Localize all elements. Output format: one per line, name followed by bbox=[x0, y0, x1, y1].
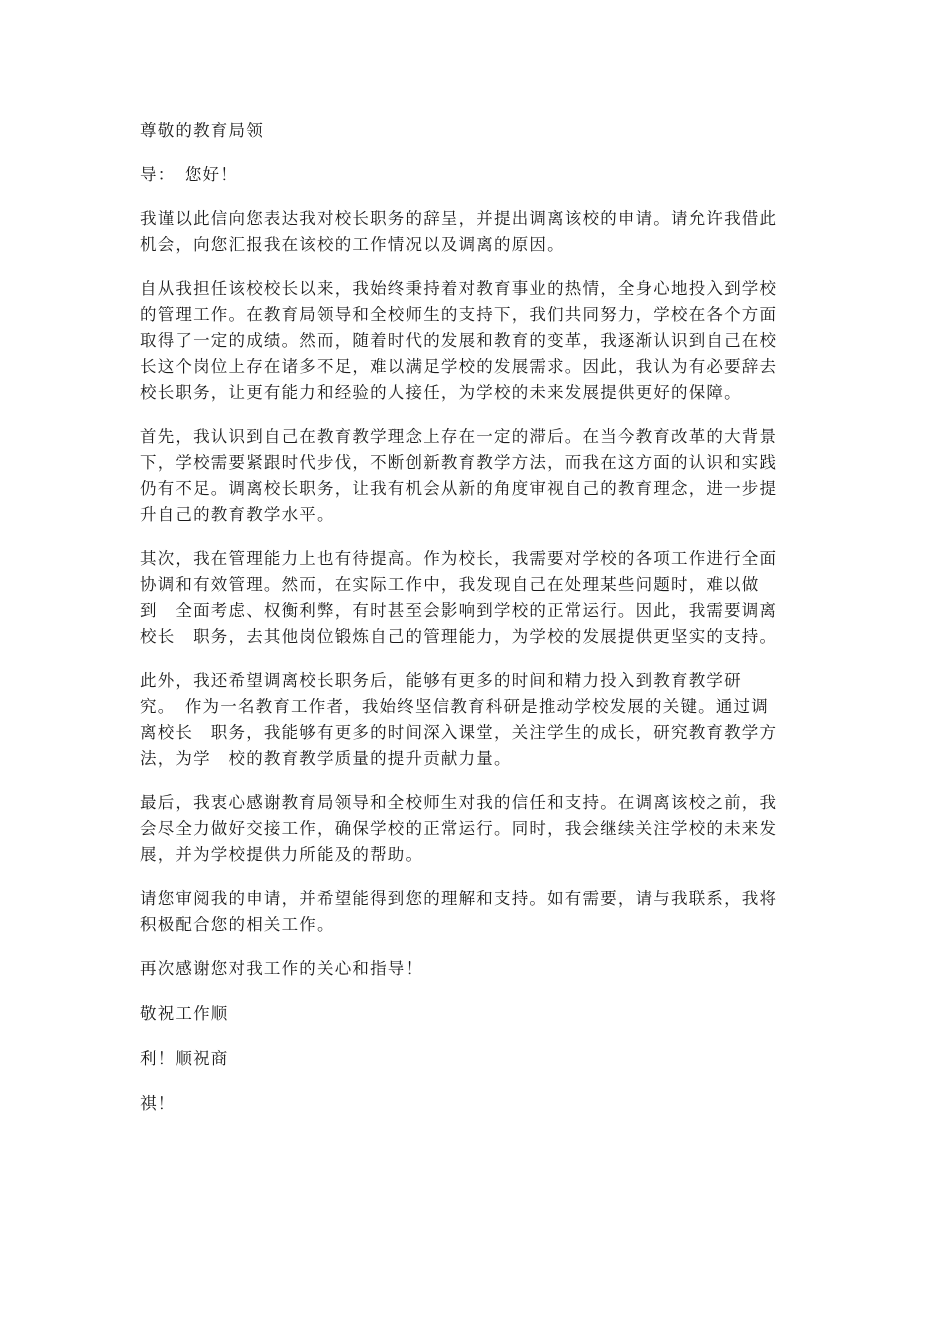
paragraph-line: 校长 职务，去其他岗位锻炼自己的管理能力，为学校的发展提供更坚实的支持。 bbox=[140, 627, 778, 646]
paragraph-line: 首先，我认识到自己在教育教学理念上存在一定的滞后。在当今教育改革的大背景 bbox=[140, 427, 778, 446]
paragraph-line: 的管理工作。在教育局领导和全校师生的支持下，我们共同努力，学校在各个方面 bbox=[140, 305, 778, 324]
closing-line-1: 敬祝工作顺 bbox=[140, 1004, 229, 1023]
paragraph-third-reason bbox=[140, 668, 812, 772]
salutation-line-1: 尊敬的教育局领 bbox=[140, 121, 264, 140]
paragraph-line: 仍有不足。调离校长职务，让我有机会从新的角度审视自己的教育理念，进一步提 bbox=[140, 479, 778, 498]
closing-line-2: 利！顺祝商 bbox=[140, 1049, 229, 1068]
paragraph-line: 下，学校需要紧跟时代步伐，不断创新教育教学方法，而我在这方面的认识和实践 bbox=[140, 453, 778, 472]
salutation-line-2: 导： 您好！ bbox=[140, 165, 238, 184]
paragraph-line: 自从我担任该校校长以来，我始终秉持着对教育事业的热情，全身心地投入到学校 bbox=[140, 279, 778, 298]
paragraph-line: 取得了一定的成绩。然而，随着时代的发展和教育的变革，我逐渐认识到自己在校 bbox=[140, 331, 778, 350]
paragraph-line: 我谨以此信向您表达我对校长职务的辞呈，并提出调离该校的申请。请允许我借此 bbox=[140, 209, 778, 228]
paragraph-gratitude bbox=[140, 790, 812, 868]
paragraph-line: 离校长 职务，我能够有更多的时间深入课堂，关注学生的成长，研究教育教学方 bbox=[140, 723, 778, 742]
paragraph-first-reason bbox=[140, 424, 812, 528]
paragraph-intro bbox=[140, 206, 812, 258]
thanks-line: 再次感谢您对我工作的关心和指导！ bbox=[140, 959, 424, 978]
paragraph-line: 展，并为学校提供力所能及的帮助。 bbox=[140, 845, 424, 864]
paragraph-second-reason bbox=[140, 546, 812, 650]
letter-body bbox=[140, 118, 812, 1136]
paragraph-line: 最后，我衷心感谢教育局领导和全校师生对我的信任和支持。在调离该校之前，我 bbox=[140, 793, 778, 812]
paragraph-line: 升自己的教育教学水平。 bbox=[140, 505, 335, 524]
paragraph-request bbox=[140, 886, 812, 938]
paragraph-line: 法，为学 校的教育教学质量的提升贡献力量。 bbox=[140, 749, 512, 768]
paragraph-line: 此外，我还希望调离校长职务后，能够有更多的时间和精力投入到教育教学研 bbox=[140, 671, 742, 690]
paragraph-line: 积极配合您的相关工作。 bbox=[140, 915, 335, 934]
paragraph-background bbox=[140, 276, 812, 406]
paragraph-line: 究。 作为一名教育工作者，我始终坚信教育科研是推动学校发展的关键。通过调 bbox=[140, 697, 769, 716]
paragraph-line: 协调和有效管理。然而，在实际工作中，我发现自己在处理某些问题时，难以做 bbox=[140, 575, 760, 594]
paragraph-line: 到 全面考虑、权衡利弊，有时甚至会影响到学校的正常运行。因此，我需要调离 bbox=[140, 601, 778, 620]
paragraph-line: 会尽全力做好交接工作，确保学校的正常运行。同时，我会继续关注学校的未来发 bbox=[140, 819, 778, 838]
paragraph-line: 其次，我在管理能力上也有待提高。作为校长，我需要对学校的各项工作进行全面 bbox=[140, 549, 778, 568]
paragraph-line: 请您审阅我的申请，并希望能得到您的理解和支持。如有需要，请与我联系，我将 bbox=[140, 889, 778, 908]
paragraph-line: 机会，向您汇报我在该校的工作情况以及调离的原因。 bbox=[140, 235, 565, 254]
paragraph-line: 长这个岗位上存在诸多不足，难以满足学校的发展需求。因此，我认为有必要辞去 bbox=[140, 357, 778, 376]
paragraph-line: 校长职务，让更有能力和经验的人接任，为学校的未来发展提供更好的保障。 bbox=[140, 383, 742, 402]
closing-line-3: 祺！ bbox=[140, 1094, 176, 1113]
